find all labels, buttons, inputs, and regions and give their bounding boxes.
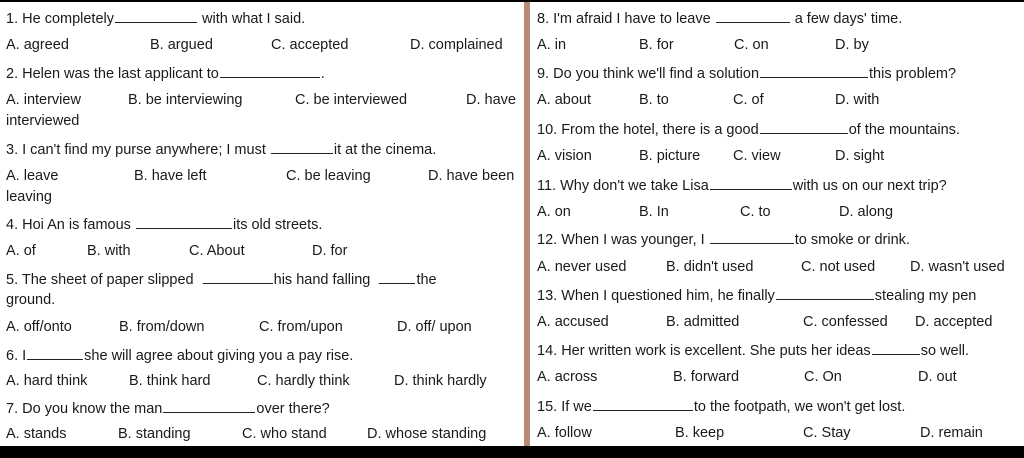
answer-blank[interactable] xyxy=(163,400,255,413)
answer-blank[interactable] xyxy=(136,216,232,229)
question-13-stem xyxy=(537,287,1020,305)
option-d[interactable]: D. for xyxy=(312,243,348,259)
option-d[interactable]: D. think hardly xyxy=(394,373,487,389)
question-number: 15. xyxy=(537,399,558,415)
option-c[interactable]: C. not used xyxy=(801,259,876,275)
option-a[interactable]: A. about xyxy=(537,92,592,108)
stem-text: The sheet of paper slipped xyxy=(21,272,194,288)
question-12-options xyxy=(530,259,1024,277)
stem-text: this problem? xyxy=(869,66,957,82)
stem-text: Helen was the last applicant to xyxy=(22,66,219,82)
option-b[interactable]: B. admitted xyxy=(666,314,740,330)
stem-text: it at the cinema. xyxy=(333,142,437,158)
question-11-options xyxy=(530,204,1024,222)
option-c[interactable]: C. be interviewed xyxy=(295,92,408,108)
question-15-stem xyxy=(537,398,1020,416)
option-c[interactable]: C. On xyxy=(804,369,842,385)
question-9-options xyxy=(530,92,1024,110)
option-c[interactable]: C. who stand xyxy=(242,426,327,442)
option-d[interactable]: D. wasn't used xyxy=(910,259,1005,275)
question-5-stem xyxy=(6,271,520,289)
stem-text: Hoi An is famous xyxy=(22,217,131,233)
option-c[interactable]: C. Stay xyxy=(803,425,851,441)
option-b[interactable]: B. argued xyxy=(150,37,213,53)
option-c[interactable]: C. accepted xyxy=(271,37,349,53)
question-number: 3. xyxy=(6,142,19,158)
stem-text: over there? xyxy=(256,401,330,417)
stem-text: Why don't we take Lisa xyxy=(560,178,709,194)
option-d[interactable]: D. remain xyxy=(920,425,983,441)
option-c[interactable]: C. be leaving xyxy=(286,168,371,184)
option-d[interactable]: D. complained xyxy=(410,37,503,53)
stem-text: the xyxy=(416,272,437,288)
answer-blank[interactable] xyxy=(220,65,320,78)
question-14-options xyxy=(530,369,1024,387)
question-1-stem xyxy=(6,10,520,28)
option-a[interactable]: A. accused xyxy=(537,314,609,330)
option-b[interactable]: B. think hard xyxy=(129,373,211,389)
option-b[interactable]: B. be interviewing xyxy=(128,92,243,108)
stem-text: Do you know the man xyxy=(22,401,163,417)
question-number: 12. xyxy=(537,232,558,248)
question-3-stem xyxy=(6,141,520,159)
option-a[interactable]: A. interview xyxy=(6,92,81,108)
option-c[interactable]: C. hardly think xyxy=(257,373,350,389)
question-4-stem xyxy=(6,216,520,234)
question-3-options xyxy=(0,168,524,186)
option-d[interactable]: D. out xyxy=(918,369,957,385)
answer-blank[interactable] xyxy=(379,271,415,284)
answer-blank[interactable] xyxy=(776,287,874,300)
option-a[interactable]: A. off/onto xyxy=(6,319,72,335)
option-b[interactable]: B. forward xyxy=(673,369,740,385)
question-2-stem xyxy=(6,65,520,83)
option-b[interactable]: B. picture xyxy=(639,148,701,164)
option-d[interactable]: D. along xyxy=(839,204,894,220)
answer-blank[interactable] xyxy=(593,398,693,411)
option-b[interactable]: B. to xyxy=(639,92,669,108)
option-d[interactable]: D. whose standing xyxy=(367,426,487,442)
question-7-stem xyxy=(6,400,520,418)
question-number: 1. xyxy=(6,11,19,27)
option-b[interactable]: B. In xyxy=(639,204,669,220)
option-d[interactable]: D. have xyxy=(466,92,516,108)
option-a[interactable]: A. stands xyxy=(6,426,67,442)
option-a[interactable]: A. never used xyxy=(537,259,627,275)
question-12-stem xyxy=(537,231,1020,249)
stem-text: Her written work is excellent. She puts her ideas xyxy=(561,343,871,359)
option-d[interactable]: D. off/ upon xyxy=(397,319,472,335)
question-number: 2. xyxy=(6,66,19,82)
answer-blank[interactable] xyxy=(716,10,790,23)
option-d[interactable]: D. sight xyxy=(835,148,885,164)
option-c[interactable]: C. of xyxy=(733,92,764,108)
question-6-options xyxy=(0,373,524,391)
option-a[interactable]: A. in xyxy=(537,37,567,53)
option-b[interactable]: B. have left xyxy=(134,168,207,184)
option-a[interactable]: A. vision xyxy=(537,148,592,164)
option-continuation: leaving xyxy=(6,189,52,205)
question-number: 5. xyxy=(6,272,19,288)
option-b[interactable]: B. standing xyxy=(118,426,191,442)
option-b[interactable]: B. from/down xyxy=(119,319,205,335)
stem-text: its old streets. xyxy=(232,217,323,233)
option-b[interactable]: B. with xyxy=(87,243,131,259)
option-c[interactable]: C. on xyxy=(734,37,769,53)
option-c[interactable]: C. confessed xyxy=(803,314,888,330)
stem-text: I xyxy=(22,348,27,364)
stem-text: When I was younger, I xyxy=(561,232,705,248)
question-number: 6. xyxy=(6,348,19,364)
question-5-options xyxy=(0,319,524,337)
option-a[interactable]: A. leave xyxy=(6,168,59,184)
stem-text: so well. xyxy=(920,343,970,359)
question-number: 7. xyxy=(6,401,19,417)
stem-text: He completely xyxy=(22,11,114,27)
stem-text: When I questioned him, he finally xyxy=(561,288,775,304)
stem-text: stealing my pen xyxy=(874,288,977,304)
option-d[interactable]: D. accepted xyxy=(915,314,993,330)
option-a[interactable]: A. of xyxy=(6,243,36,259)
question-11-stem xyxy=(537,177,1020,195)
question-number: 11. xyxy=(537,178,557,194)
stem-text: she will agree about giving you a pay rise. xyxy=(84,348,354,364)
option-a[interactable]: A. across xyxy=(537,369,598,385)
answer-blank[interactable] xyxy=(27,347,83,360)
question-8-stem xyxy=(537,10,1020,28)
option-c[interactable]: C. to xyxy=(740,204,771,220)
question-9-stem xyxy=(537,65,1020,83)
stem-text: If we xyxy=(561,399,592,415)
question-10-stem xyxy=(537,121,1020,139)
answer-blank[interactable] xyxy=(710,177,792,190)
option-a[interactable]: A. hard think xyxy=(6,373,88,389)
stem-text: I'm afraid I have to leave xyxy=(553,11,711,27)
option-continuation: interviewed xyxy=(6,113,80,129)
stem-text: From the hotel, there is a good xyxy=(561,122,759,138)
option-a[interactable]: A. on xyxy=(537,204,571,220)
option-b[interactable]: B. keep xyxy=(675,425,725,441)
answer-blank[interactable] xyxy=(760,65,868,78)
answer-blank[interactable] xyxy=(872,342,920,355)
stem-text: a few days' time. xyxy=(794,11,903,27)
option-b[interactable]: B. didn't used xyxy=(666,259,754,275)
question-2-options xyxy=(0,92,524,110)
bottom-border xyxy=(0,446,1024,458)
answer-blank[interactable] xyxy=(203,271,273,284)
stem-text: with what I said. xyxy=(202,11,306,27)
answer-blank[interactable] xyxy=(271,141,333,154)
answer-blank[interactable] xyxy=(760,121,848,134)
stem-text: his hand falling xyxy=(273,272,371,288)
question-15-options xyxy=(530,425,1024,443)
option-c[interactable]: C. About xyxy=(189,243,245,259)
option-d[interactable]: D. with xyxy=(835,92,880,108)
option-a[interactable]: A. follow xyxy=(537,425,592,441)
stem-text: with us on our next trip? xyxy=(792,178,947,194)
question-number: 4. xyxy=(6,217,19,233)
stem-text: I can't find my purse anywhere; I must xyxy=(22,142,266,158)
stem-text: to smoke or drink. xyxy=(794,232,910,248)
stem-continuation: ground. xyxy=(6,292,56,308)
question-10-options xyxy=(530,148,1024,166)
option-a[interactable]: A. agreed xyxy=(6,37,69,53)
question-1-options xyxy=(0,37,524,55)
answer-blank[interactable] xyxy=(710,231,794,244)
stem-text: to the footpath, we won't get lost. xyxy=(693,399,906,415)
question-8-options xyxy=(530,37,1024,55)
stem-text: of the mountains. xyxy=(848,122,960,138)
option-d[interactable]: D. have been xyxy=(428,168,515,184)
question-6-stem xyxy=(6,347,520,365)
stem-text: . xyxy=(320,66,325,82)
option-c[interactable]: C. from/upon xyxy=(259,319,343,335)
answer-blank[interactable] xyxy=(115,10,197,23)
question-number: 13. xyxy=(537,288,558,304)
question-number: 10. xyxy=(537,122,558,138)
question-number: 14. xyxy=(537,343,558,359)
question-number: 8. xyxy=(537,11,550,27)
stem-text: Do you think we'll find a solution xyxy=(553,66,760,82)
left-column xyxy=(0,2,524,446)
option-b[interactable]: B. for xyxy=(639,37,674,53)
question-14-stem xyxy=(537,342,1020,360)
option-c[interactable]: C. view xyxy=(733,148,781,164)
question-number: 9. xyxy=(537,66,550,82)
right-column xyxy=(530,2,1024,446)
question-4-options xyxy=(0,243,524,261)
option-d[interactable]: D. by xyxy=(835,37,869,53)
question-13-options xyxy=(530,314,1024,332)
question-7-options xyxy=(0,426,524,444)
